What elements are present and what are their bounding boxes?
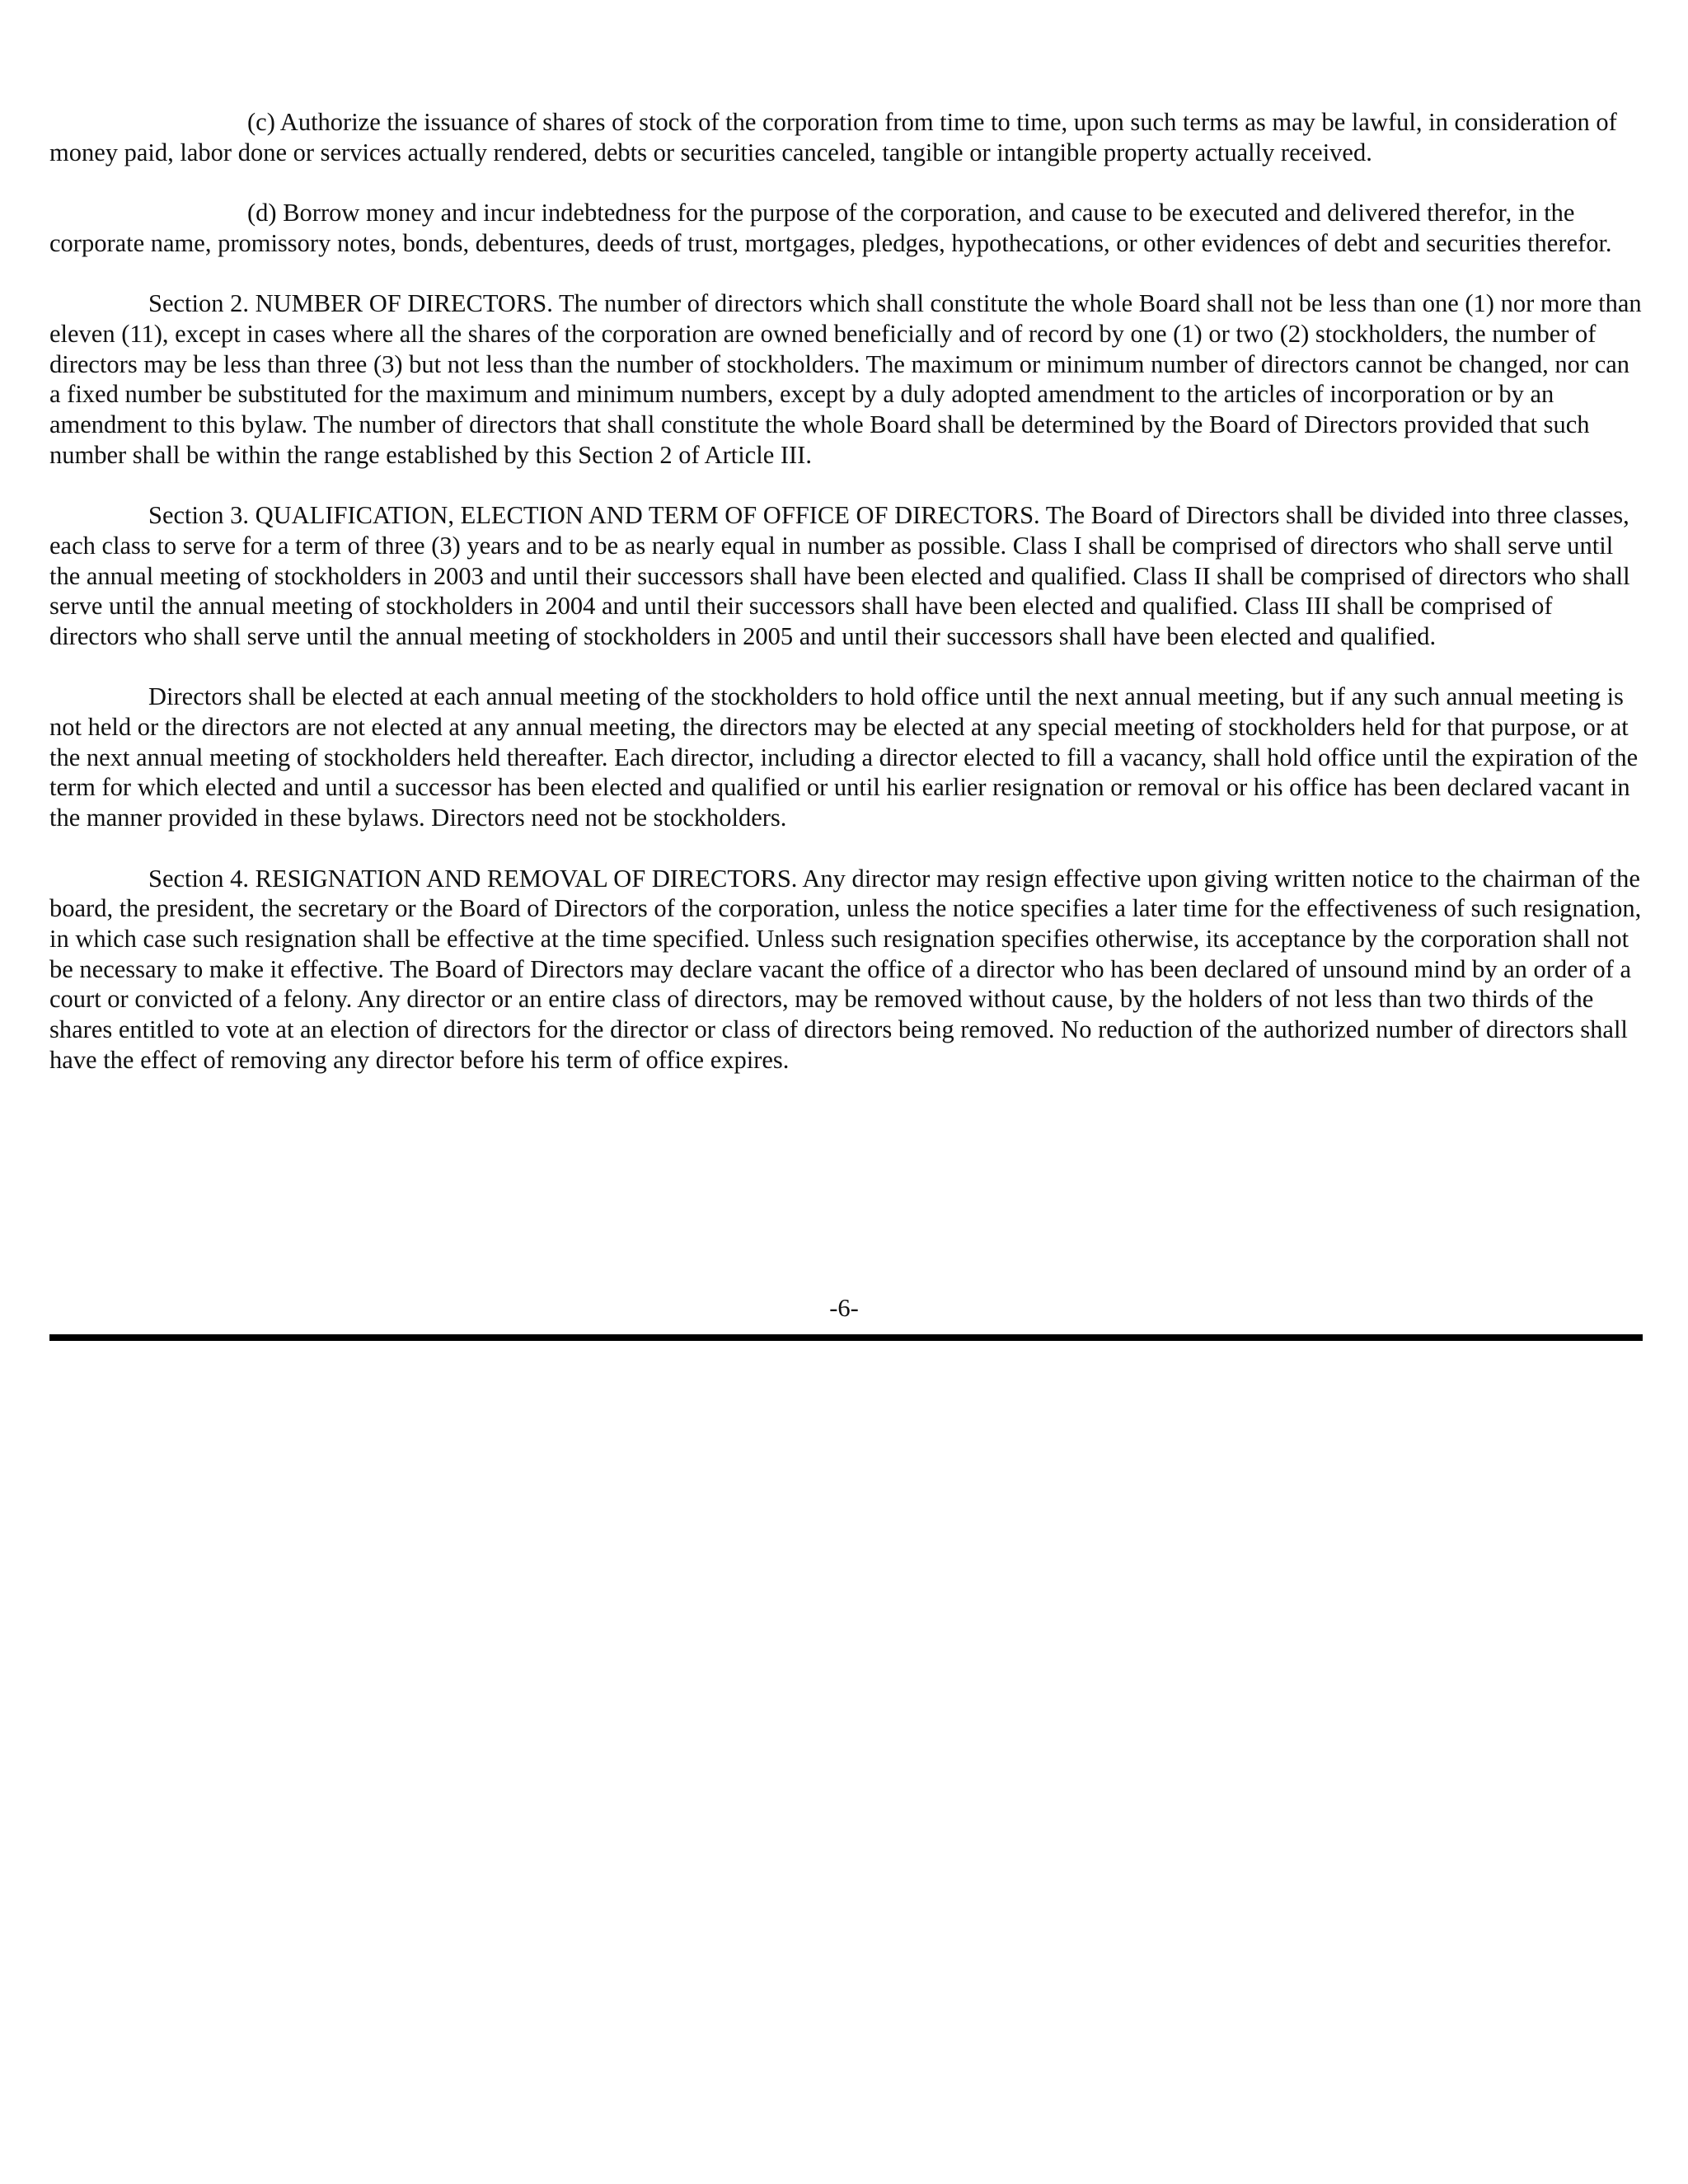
section-2-number-of-directors: Section 2. NUMBER OF DIRECTORS. The number of directors which shall constitute the whole Board shall not be less than one (1) nor more than eleven (11), except in cases where all the shares of the corporation are owned beneficially and of record by one (1) or two (2) stockholders, the number of directors may be less than three (3) but not less than the number of stockholders. The maximum or minimum number of directors cannot be changed, nor can a fixed number be substituted for the maximum and minimum numbers, except by a duly adopted amendment to the articles of incorporation or by an amendment to this bylaw. The number of directors that shall constitute the whole Board shall be determined by the Board of Directors provided that such number shall be within the range established by this Section 2 of Article III. xyxy=(49,289,1642,469)
paragraph-d-borrow-money: (d) Borrow money and incur indebtedness for the purpose of the corporation, and cause to be executed and delivered therefor, in the corporate name, promissory notes, bonds, debentures, deeds of trust, mortgages, pledges, hypothecations, or other evidences of debt and securities therefor. xyxy=(49,199,1612,257)
footer-divider xyxy=(49,1334,1643,1341)
page-number: -6- xyxy=(829,1294,859,1322)
paragraph-c-authorize-issuance: (c) Authorize the issuance of shares of stock of the corporation from time to time, upon such terms as may be lawful, in consideration of money paid, labor done or services actually rendered, debts or securities canceled, tangible or intangible property actually received. xyxy=(49,108,1617,166)
section-3-qualification-election-term: Section 3. QUALIFICATION, ELECTION AND TERM OF OFFICE OF DIRECTORS. The Board of Directors shall be divided into three classes, each class to serve for a term of three (3) years and to be as nearly equal in number as possible. Class I shall be comprised of directors who shall serve until the annual meeting of stockholders in 2003 and until their successors shall have been elected and qualified. Class II shall be comprised of directors who shall serve until the annual meeting of stockholders in 2004 and until their successors shall have been elected and qualified. Class III shall be comprised of directors who shall serve until the annual meeting of stockholders in 2005 and until their successors shall have been elected and qualified. xyxy=(49,501,1630,650)
paragraph-directors-elected-annually: Directors shall be elected at each annual meeting of the stockholders to hold office until the next annual meeting, but if any such annual meeting is not held or the directors are not elected at any annual meeting, the directors may be elected at any special meeting of stockholders held for that purpose, or at the next annual meeting of stockholders held thereafter. Each director, including a director elected to fill a vacancy, shall hold office until the expiration of the term for which elected and until a successor has been elected and qualified or until his earlier resignation or removal or his office has been declared vacant in the manner provided in these bylaws. Directors need not be stockholders. xyxy=(49,682,1639,832)
section-4-resignation-removal: Section 4. RESIGNATION AND REMOVAL OF DIRECTORS. Any director may resign effective upon giving written notice to the chairman of the board, the president, the secretary or the Board of Directors of the corporation, unless the notice specifies a later time for the effectiveness of such resignation, in which case such resignation shall be effective at the time specified. Unless such resignation specifies otherwise, its acceptance by the corporation shall not be necessary to make it effective. The Board of Directors may declare vacant the office of a director who has been declared of unsound mind by an order of a court or convicted of a felony. Any director or an entire class of directors, may be removed without cause, by the holders of not less than two thirds of the shares entitled to vote at an election of directors for the director or class of directors being removed. No reduction of the authorized number of directors shall have the effect of removing any director before his term of office expires. xyxy=(49,864,1642,1074)
document-body xyxy=(49,107,1643,1105)
